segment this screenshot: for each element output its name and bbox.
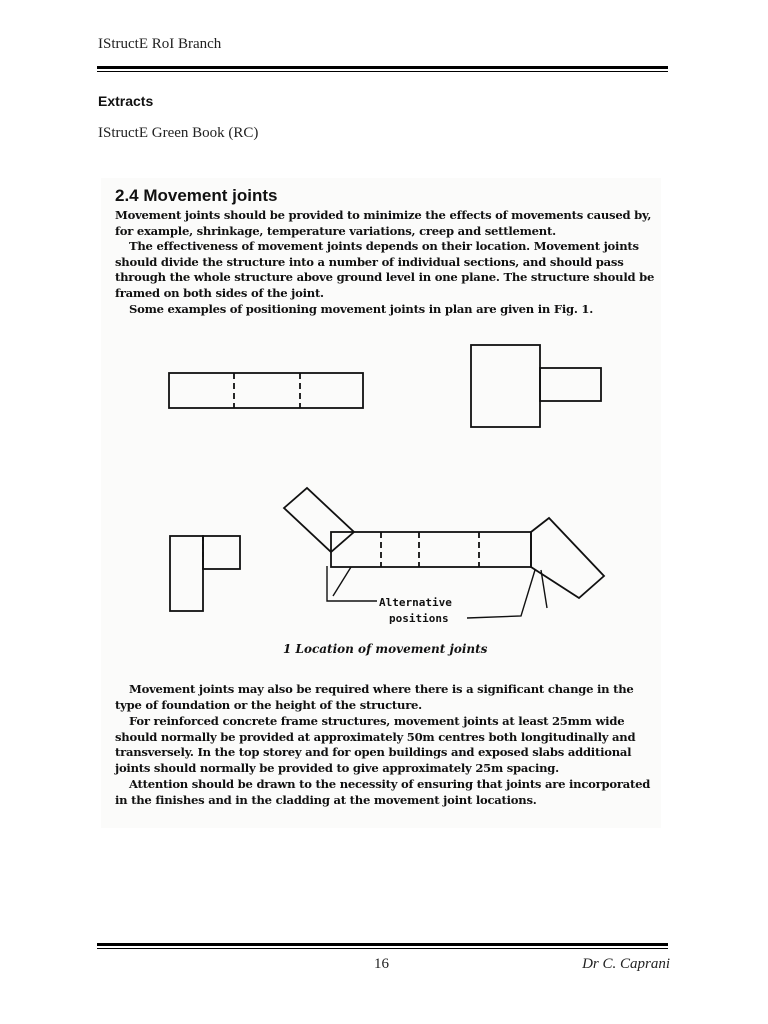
author-credit: Dr C. Caprani bbox=[582, 956, 670, 972]
scanned-extract bbox=[101, 178, 661, 828]
footer-rule-thick bbox=[97, 943, 668, 946]
right-angled-wing bbox=[531, 518, 604, 598]
left-angled-wing bbox=[284, 488, 354, 552]
section-title: 2.4 Movement joints bbox=[115, 186, 278, 205]
page-number: 16 bbox=[374, 956, 389, 972]
header-rule-thick bbox=[97, 66, 668, 69]
l-shape-vertical bbox=[170, 536, 203, 611]
pointer-line-middle bbox=[333, 567, 351, 596]
paragraph-2: The effectiveness of movement joints depends on their location. Movement joints should divide the structure into a number of individual sections, and should pass through the whole structure above ground level in one plane. The structure should be framed on both sides of the joint. bbox=[115, 239, 655, 300]
pointer-line-left bbox=[327, 566, 377, 601]
l-shape-top bbox=[203, 536, 240, 569]
figure-label-line1: Alternative bbox=[379, 596, 452, 609]
long-rectangle-plan bbox=[169, 373, 363, 408]
extracts-heading: Extracts bbox=[98, 93, 154, 109]
square-plan bbox=[471, 345, 540, 427]
header-rule-thin bbox=[97, 71, 668, 72]
paragraph-6: Attention should be drawn to the necessity of ensuring that joints are incorporated in the finishes and in the cladding at the movement joint locations. bbox=[115, 777, 651, 807]
footer-rule-thin bbox=[97, 948, 668, 949]
running-header: IStructE RoI Branch bbox=[98, 36, 222, 52]
figure-caption: 1 Location of movement joints bbox=[283, 642, 488, 656]
central-block bbox=[331, 532, 531, 567]
movement-joints-figure bbox=[101, 178, 661, 638]
paragraph-1: Movement joints should be provided to minimize the effects of movements caused by, for example, shrinkage, temperature variations, creep and settlement. bbox=[115, 208, 652, 238]
paragraph-4: Movement joints may also be required where there is a significant change in the type of foundation or the height of the structure. bbox=[115, 682, 634, 712]
paragraph-3: Some examples of positioning movement joints in plan are given in Fig. 1. bbox=[129, 302, 594, 316]
source-title: IStructE Green Book (RC) bbox=[98, 125, 259, 141]
pointer-line-right-2 bbox=[467, 570, 535, 618]
paragraph-5: For reinforced concrete frame structures, movement joints at least 25mm wide should normally be provided at approximately 50m centres both longitudinally and transversely. In the top storey and for open buildings and exposed slabs additional joints should normally be provided to give approximately 25m spacing. bbox=[115, 714, 636, 775]
figure-label-line2: positions bbox=[389, 612, 449, 625]
wing-plan bbox=[540, 368, 601, 401]
